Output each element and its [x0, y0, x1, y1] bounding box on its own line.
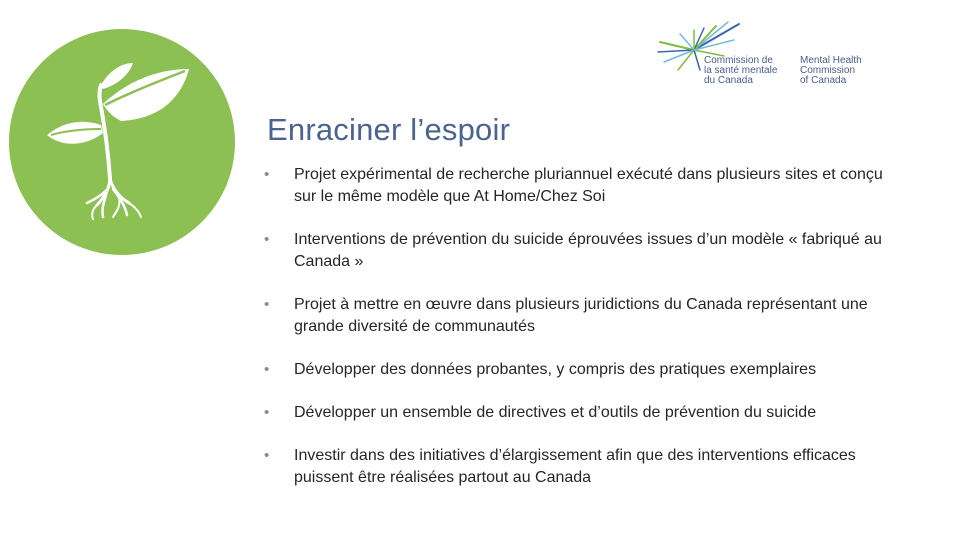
page-title: Enraciner l’espoir	[267, 112, 511, 147]
logo-en-line: of Canada	[800, 75, 847, 86]
bullet-icon: •	[264, 447, 270, 464]
bullet-icon: •	[264, 231, 270, 248]
bullet-icon: •	[264, 361, 270, 378]
logo-fr-line: la santé mentale	[704, 65, 778, 76]
commission-logo	[654, 20, 884, 90]
bullet-list	[264, 164, 904, 510]
list-item	[264, 359, 904, 381]
logo-text-en	[800, 56, 880, 86]
list-item	[264, 164, 904, 208]
bullet-text: Développer un ensemble de directives et d’outils de prévention du suicide	[294, 404, 817, 421]
logo-fr-line: du Canada	[704, 75, 753, 86]
logo-fr-line: Commission de	[704, 55, 773, 66]
bullet-text: Développer des données probantes, y compris des pratiques exemplaires	[294, 361, 817, 378]
list-item	[264, 445, 904, 489]
bullet-icon: •	[264, 404, 270, 421]
list-item	[264, 294, 904, 338]
logo-en-line: Commission	[800, 65, 856, 76]
bullet-text: Projet à mettre en œuvre dans plusieurs juridictions du Canada représentant une grande diversité de communautés	[294, 296, 868, 335]
logo-text-fr	[704, 56, 799, 86]
bullet-text: Interventions de prévention du suicide éprouvées issues d’un modèle « fabriqué au Canada »	[294, 231, 882, 270]
list-item	[264, 229, 904, 273]
bullet-text: Investir dans des initiatives d’élargissement afin que des interventions efficaces puissent être réalisées partout au Canada	[294, 447, 856, 486]
bullet-icon: •	[264, 296, 270, 313]
bullet-icon: •	[264, 166, 270, 183]
seedling-illustration	[9, 29, 235, 255]
list-item	[264, 402, 904, 424]
logo-en-line: Mental Health	[800, 55, 862, 66]
bullet-text: Projet expérimental de recherche pluriannuel exécuté dans plusieurs sites et conçu sur le même modèle que At Home/Chez Soi	[294, 166, 883, 205]
